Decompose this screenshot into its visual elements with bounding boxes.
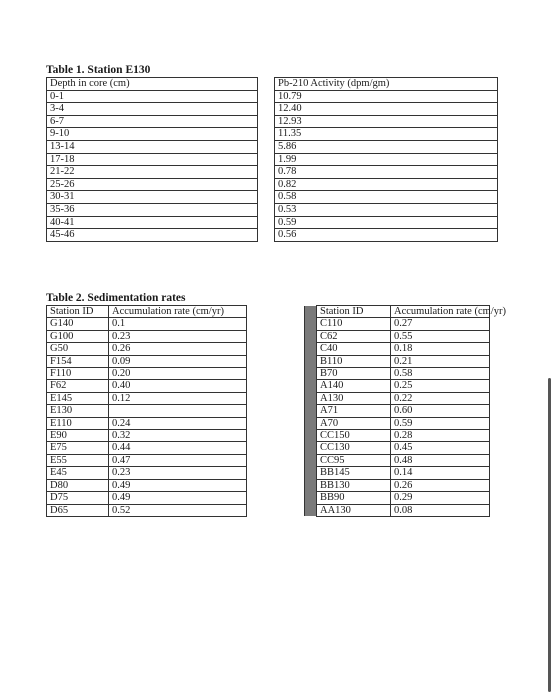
column-gap <box>258 166 275 179</box>
accumulation-rate-cell: 0.18 <box>391 343 490 355</box>
accumulation-rate-cell: 0.20 <box>109 368 247 380</box>
table-row <box>47 442 490 454</box>
station-id-cell: AA130 <box>317 504 391 516</box>
table-row <box>47 90 498 103</box>
table-row <box>47 191 498 204</box>
station-id-cell: BB130 <box>317 479 391 491</box>
column-gap <box>258 78 275 91</box>
table-row <box>47 229 498 242</box>
station-id-cell: D65 <box>47 504 109 516</box>
activity-cell: 0.82 <box>275 178 498 191</box>
station-id-cell: E90 <box>47 430 109 442</box>
column-gap <box>258 140 275 153</box>
table-row <box>47 318 490 330</box>
table-row <box>47 417 490 429</box>
station-id-cell: E130 <box>47 405 109 417</box>
column-gap <box>258 216 275 229</box>
depth-cell: 45-46 <box>47 229 258 242</box>
accumulation-rate-cell: 0.23 <box>109 467 247 479</box>
station-id-cell: A70 <box>317 417 391 429</box>
accumulation-rate-cell: 0.52 <box>109 504 247 516</box>
accumulation-rate-cell: 0.23 <box>109 330 247 342</box>
station-id-cell: C40 <box>317 343 391 355</box>
depth-cell: 21-22 <box>47 166 258 179</box>
column-gap <box>247 479 305 491</box>
station-id-cell: B110 <box>317 355 391 367</box>
column-gap <box>258 103 275 116</box>
accumulation-rate-cell: 0.25 <box>391 380 490 392</box>
station-id-cell: F110 <box>47 368 109 380</box>
accumulation-rate-cell: 0.26 <box>109 343 247 355</box>
depth-cell: 25-26 <box>47 178 258 191</box>
table-row <box>47 203 498 216</box>
table-row <box>47 115 498 128</box>
accumulation-rate-cell: 0.44 <box>109 442 247 454</box>
column-gap <box>247 392 305 404</box>
accumulation-rate-cell: 0.47 <box>109 454 247 466</box>
table-row <box>47 492 490 504</box>
table2-title: Table 2. Sedimentation rates <box>46 292 186 304</box>
column-gap <box>247 306 305 318</box>
station-id-cell: C62 <box>317 330 391 342</box>
column-gap <box>247 343 305 355</box>
station-id-cell: B70 <box>317 368 391 380</box>
activity-cell: 0.59 <box>275 216 498 229</box>
depth-cell: 13-14 <box>47 140 258 153</box>
table-header-row <box>47 78 498 91</box>
depth-cell: 40-41 <box>47 216 258 229</box>
accumulation-rate-cell: 0.55 <box>391 330 490 342</box>
table1-title: Table 1. Station E130 <box>46 64 151 76</box>
column-gap <box>258 128 275 141</box>
column-gap <box>247 368 305 380</box>
station-id-cell: E145 <box>47 392 109 404</box>
table-row <box>47 330 490 342</box>
activity-cell: 12.93 <box>275 115 498 128</box>
table-row <box>47 405 490 417</box>
depth-cell: 3-4 <box>47 103 258 116</box>
column-gap <box>247 330 305 342</box>
accumulation-rate-cell: 0.40 <box>109 380 247 392</box>
station-id-cell: D75 <box>47 492 109 504</box>
activity-cell: 0.53 <box>275 203 498 216</box>
column-gap <box>247 504 305 516</box>
station-id-cell: E45 <box>47 467 109 479</box>
station-id-cell: A130 <box>317 392 391 404</box>
accumulation-rate-cell: 0.28 <box>391 430 490 442</box>
activity-cell: 10.79 <box>275 90 498 103</box>
table-row <box>47 140 498 153</box>
table-row <box>47 368 490 380</box>
table-row <box>47 380 490 392</box>
accumulation-rate-cell: 0.12 <box>109 392 247 404</box>
depth-cell: 30-31 <box>47 191 258 204</box>
station-id-cell: A71 <box>317 405 391 417</box>
table-row <box>47 430 490 442</box>
column-gap <box>247 442 305 454</box>
table-row <box>47 153 498 166</box>
station-id-cell: G100 <box>47 330 109 342</box>
activity-cell: 5.86 <box>275 140 498 153</box>
accumulation-rate-cell: 0.14 <box>391 467 490 479</box>
depth-cell: 6-7 <box>47 115 258 128</box>
station-id-cell: BB145 <box>317 467 391 479</box>
table-row <box>47 103 498 116</box>
table-row <box>47 355 490 367</box>
table-row <box>47 178 498 191</box>
column-gap <box>247 355 305 367</box>
depth-cell: 35-36 <box>47 203 258 216</box>
station-id-cell: CC130 <box>317 442 391 454</box>
accumulation-rate-cell: 0.24 <box>109 417 247 429</box>
depth-cell: 0-1 <box>47 90 258 103</box>
column-gap <box>258 178 275 191</box>
column-gap <box>247 430 305 442</box>
table-row <box>47 216 498 229</box>
column-gap <box>258 115 275 128</box>
accumulation-rate-cell: 0.27 <box>391 318 490 330</box>
accumulation-rate-cell: 0.48 <box>391 454 490 466</box>
accumulation-rate-cell: 0.1 <box>109 318 247 330</box>
station-id-cell: F154 <box>47 355 109 367</box>
column-gap <box>258 153 275 166</box>
accumulation-rate-cell: 0.60 <box>391 405 490 417</box>
station-e130-table <box>46 77 498 242</box>
station-id-cell: E55 <box>47 454 109 466</box>
column-gap <box>247 318 305 330</box>
column-gap <box>247 492 305 504</box>
accumulation-rate-cell: 0.49 <box>109 479 247 491</box>
table-row <box>47 128 498 141</box>
activity-cell: 11.35 <box>275 128 498 141</box>
accumulation-rate-cell: 0.45 <box>391 442 490 454</box>
column-gap <box>247 467 305 479</box>
station-id-cell: CC95 <box>317 454 391 466</box>
table-row <box>47 504 490 516</box>
activity-cell: 0.56 <box>275 229 498 242</box>
accumulation-rate-cell <box>109 405 247 417</box>
table-row <box>47 392 490 404</box>
table-row <box>47 467 490 479</box>
accumulation-rate-cell: 0.08 <box>391 504 490 516</box>
station-id-cell: F62 <box>47 380 109 392</box>
accumulation-rate-cell: 0.32 <box>109 430 247 442</box>
accumulation-rate-cell: 0.21 <box>391 355 490 367</box>
station-id-cell: G140 <box>47 318 109 330</box>
column-gap <box>258 90 275 103</box>
column-gap <box>247 417 305 429</box>
station-id-cell: A140 <box>317 380 391 392</box>
column-gap <box>258 203 275 216</box>
table-row <box>47 343 490 355</box>
station-id-cell: Station ID <box>317 306 391 318</box>
station-id-cell: G50 <box>47 343 109 355</box>
accumulation-rate-cell: 0.26 <box>391 479 490 491</box>
station-id-cell: C110 <box>317 318 391 330</box>
accumulation-rate-cell: Accumulation rate (cm/yr) <box>391 306 490 318</box>
column-gap <box>247 405 305 417</box>
vertical-scrollbar[interactable] <box>548 378 551 692</box>
depth-cell: 17-18 <box>47 153 258 166</box>
accumulation-rate-cell: 0.59 <box>391 417 490 429</box>
table-row <box>47 166 498 179</box>
station-id-cell: D80 <box>47 479 109 491</box>
accumulation-rate-cell: 0.29 <box>391 492 490 504</box>
station-id-cell: E75 <box>47 442 109 454</box>
column-gap <box>258 229 275 242</box>
column-gap <box>247 380 305 392</box>
table-row <box>47 454 490 466</box>
column-gap <box>247 454 305 466</box>
activity-cell: 12.40 <box>275 103 498 116</box>
accumulation-rate-cell: 0.22 <box>391 392 490 404</box>
depth-cell: Depth in core (cm) <box>47 78 258 91</box>
accumulation-rate-cell: 0.58 <box>391 368 490 380</box>
station-id-cell: BB90 <box>317 492 391 504</box>
sedimentation-rates-table <box>46 305 506 517</box>
column-gap <box>258 191 275 204</box>
table-header-row <box>47 306 490 318</box>
activity-cell: 0.78 <box>275 166 498 179</box>
station-id-cell: CC150 <box>317 430 391 442</box>
activity-cell: Pb-210 Activity (dpm/gm) <box>275 78 498 91</box>
separator-bar <box>305 306 317 517</box>
station-id-cell: Station ID <box>47 306 109 318</box>
accumulation-rate-cell: Accumulation rate (cm/yr) <box>109 306 247 318</box>
table-row <box>47 479 490 491</box>
activity-cell: 0.58 <box>275 191 498 204</box>
depth-cell: 9-10 <box>47 128 258 141</box>
station-id-cell: E110 <box>47 417 109 429</box>
activity-cell: 1.99 <box>275 153 498 166</box>
accumulation-rate-cell: 0.09 <box>109 355 247 367</box>
accumulation-rate-cell: 0.49 <box>109 492 247 504</box>
